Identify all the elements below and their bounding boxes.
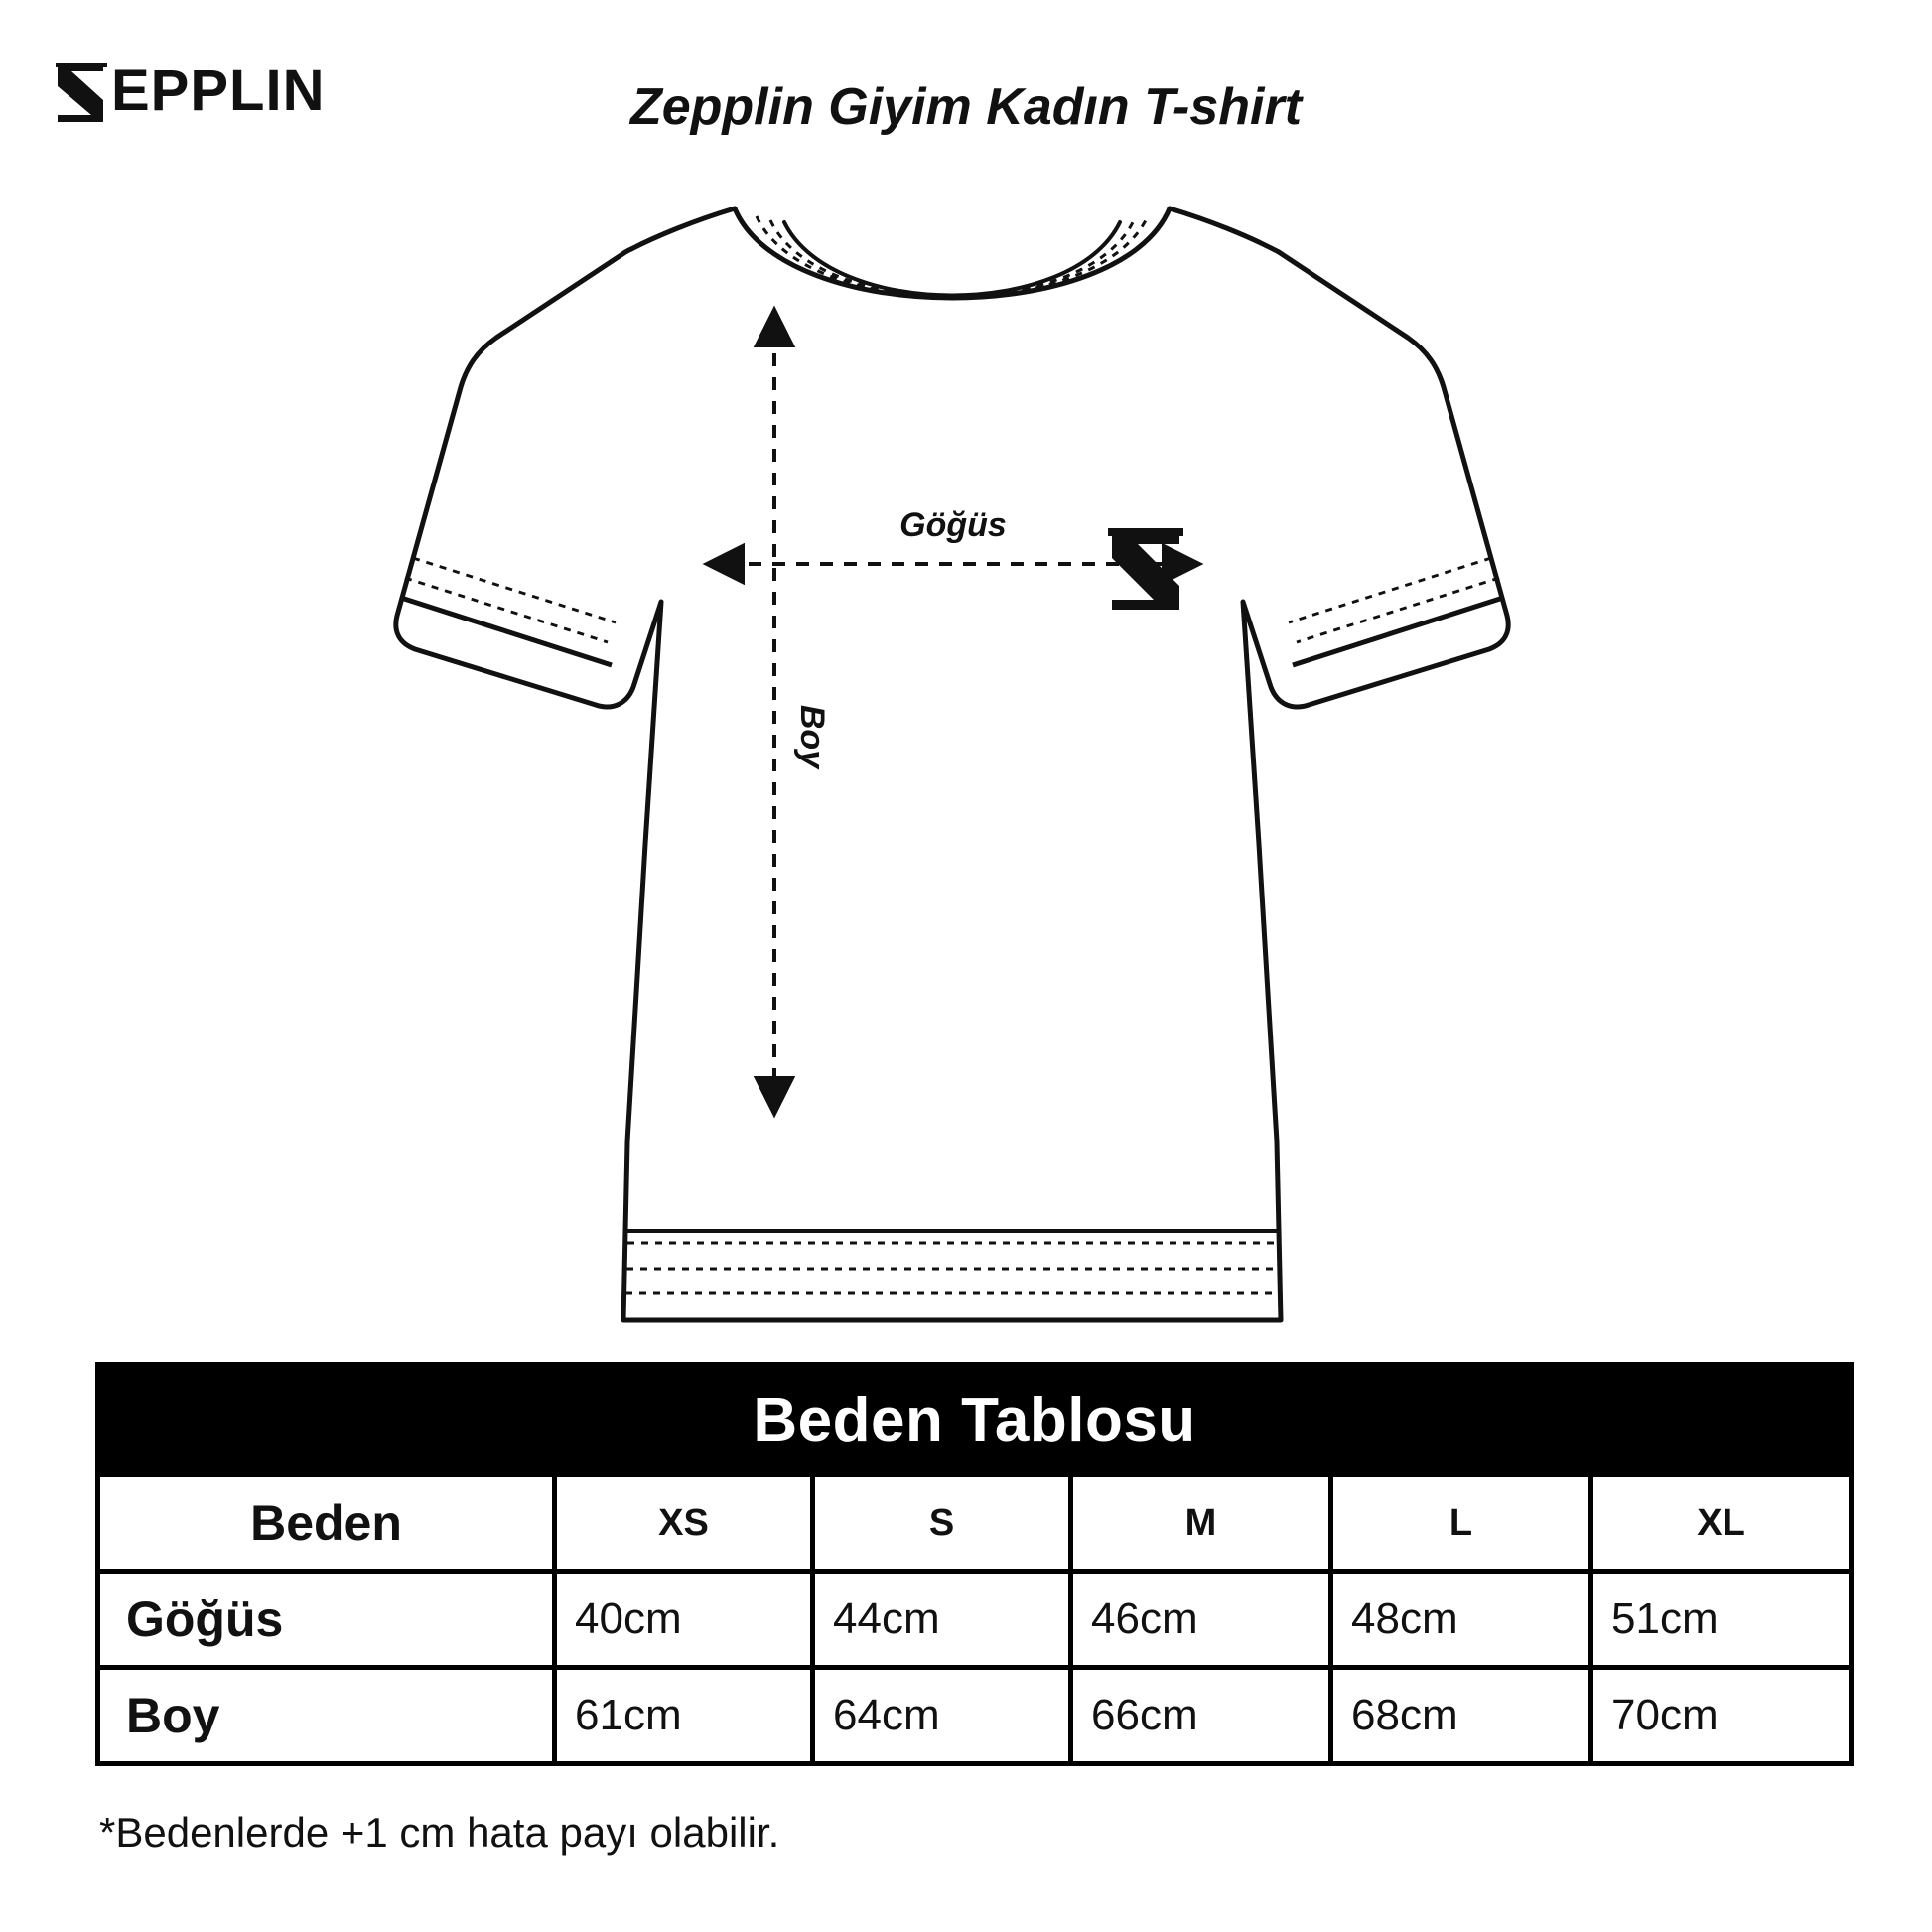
row-label-gogus: Göğüs bbox=[98, 1572, 555, 1668]
size-chart-table bbox=[95, 1362, 1849, 1766]
gogus-l: 48cm bbox=[1331, 1572, 1591, 1668]
header-cell-xl: XL bbox=[1591, 1475, 1852, 1572]
header-cell-s: S bbox=[813, 1475, 1071, 1572]
gogus-xl: 51cm bbox=[1591, 1572, 1852, 1668]
header-cell-xs: XS bbox=[555, 1475, 813, 1572]
header-cell-beden: Beden bbox=[98, 1475, 555, 1572]
header-cell-l: L bbox=[1331, 1475, 1591, 1572]
boy-l: 68cm bbox=[1331, 1668, 1591, 1764]
length-measure-arrow bbox=[757, 310, 792, 1114]
chest-label: Göğüs bbox=[899, 506, 1007, 544]
gogus-m: 46cm bbox=[1071, 1572, 1331, 1668]
tshirt-illustration bbox=[0, 149, 1932, 1350]
boy-s: 64cm bbox=[813, 1668, 1071, 1764]
page-title bbox=[0, 78, 1932, 136]
table-title-row bbox=[98, 1365, 1852, 1475]
gogus-s: 44cm bbox=[813, 1572, 1071, 1668]
table-title: Beden Tablosu bbox=[98, 1365, 1852, 1475]
gogus-xs: 40cm bbox=[555, 1572, 813, 1668]
boy-xs: 61cm bbox=[555, 1668, 813, 1764]
table-row bbox=[98, 1668, 1852, 1764]
length-label: Boy bbox=[793, 704, 831, 769]
header-cell-m: M bbox=[1071, 1475, 1331, 1572]
boy-xl: 70cm bbox=[1591, 1668, 1852, 1764]
row-label-boy: Boy bbox=[98, 1668, 555, 1764]
table-footnote: *Bedenlerde +1 cm hata payı olabilir. bbox=[99, 1809, 780, 1856]
boy-m: 66cm bbox=[1071, 1668, 1331, 1764]
page-title-bold: Kadın T-shirt bbox=[986, 78, 1303, 136]
brand-name: EPPLIN bbox=[111, 59, 326, 123]
table-row bbox=[98, 1572, 1852, 1668]
page-title-light: Zepplin Giyim bbox=[629, 78, 987, 136]
table-header-row bbox=[98, 1475, 1852, 1572]
